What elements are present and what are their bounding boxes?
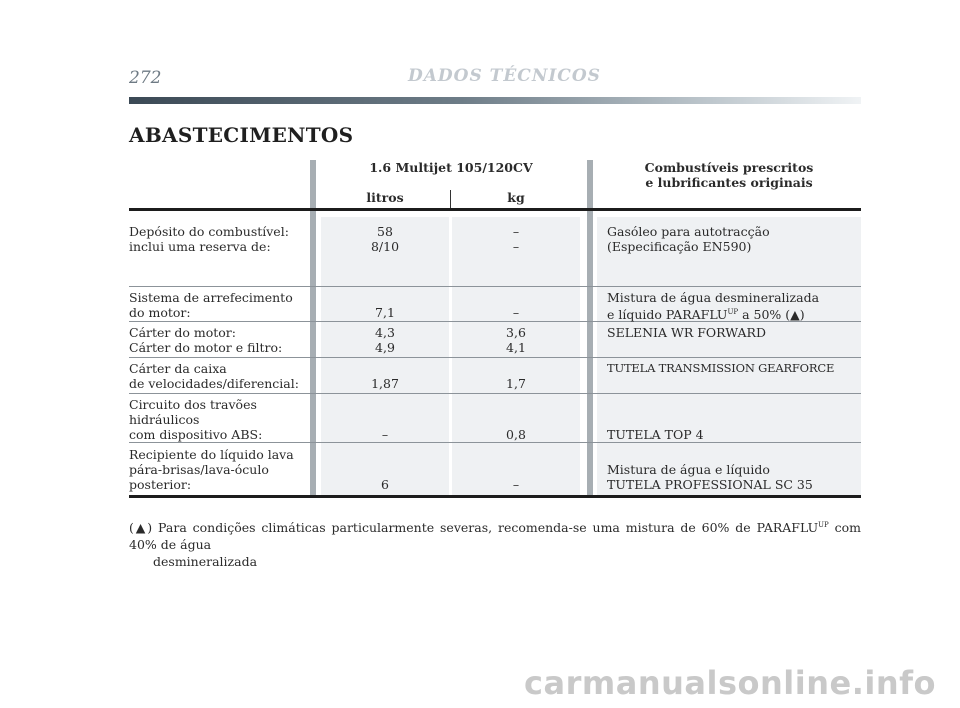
row-separator (129, 286, 861, 287)
row-label (129, 224, 289, 254)
row-fuel: TUTELA TOP 4 (607, 427, 704, 442)
kg-header: kg (507, 190, 525, 205)
superscript: UP (818, 521, 829, 529)
header-bottom-rule (129, 208, 861, 211)
footnote-text: Para condições climáticas particularmente severas, recomenda-se uma mistura de 60% de PARAFLU (152, 520, 819, 536)
fuel-line: Gasóleo para autotracção (607, 224, 770, 239)
value: 8/10 (370, 239, 400, 254)
triangle-icon: ▲ (790, 307, 800, 323)
value: – (512, 239, 520, 254)
header-rule (129, 97, 861, 104)
row-fuel: SELENIA WR FORWARD (607, 325, 766, 340)
label-line: de velocidades/diferencial: (129, 376, 299, 391)
fuel-line: ) (799, 307, 805, 323)
row-kg (452, 325, 580, 355)
triangle-icon: ▲ (133, 520, 148, 536)
value: – (512, 224, 520, 239)
row-label (129, 447, 294, 492)
fuel-line: TUTELA PROFESSIONAL SC 35 (607, 477, 813, 492)
engine-header: 1.6 Multijet 105/120CV (369, 160, 533, 175)
section-title: ABASTECIMENTOS (129, 123, 354, 147)
litros-header: litros (366, 190, 404, 205)
fuel-header-line2: e lubrificantes originais (645, 175, 813, 190)
footnote-marker-open: ( (129, 520, 134, 536)
label-line: Circuito dos travões (129, 397, 257, 412)
row-fuel (607, 462, 813, 492)
label-line: Recipiente do líquido lava (129, 447, 294, 462)
watermark: carmanualsonline.info (524, 664, 936, 702)
footnote-marker-close: ) (147, 520, 153, 536)
row-kg: – (512, 305, 520, 320)
fuel-line: Mistura de água desmineralizada (607, 290, 820, 305)
value: 4,3 (375, 325, 395, 340)
fuel-line: a 50% ( (738, 307, 791, 323)
label-line: Cárter do motor e filtro: (129, 340, 283, 355)
fuel-header (597, 160, 861, 190)
row-litros (321, 325, 449, 355)
footnote (129, 517, 861, 570)
row-fuel: TUTELA TRANSMISSION GEARFORCE (607, 361, 835, 375)
row-label (129, 397, 262, 442)
fuel-line: e líquido PARAFLU (607, 307, 728, 323)
fuel-header-line1: Combustíveis prescritos (644, 160, 814, 175)
footnote-text: desmineralizada (153, 554, 258, 570)
litros-band (321, 217, 449, 495)
label-line: do motor: (129, 305, 191, 320)
row-litros: 6 (381, 477, 389, 492)
fuel-band (597, 217, 861, 495)
fuel-line: Mistura de água e líquido (607, 462, 770, 477)
footnote-text: com 40% de água (129, 520, 861, 553)
row-fuel (607, 224, 770, 254)
label-line: pára-brisas/lava-óculo (129, 462, 269, 477)
label-line: Cárter da caixa (129, 361, 227, 376)
table-bottom-rule (129, 495, 861, 498)
value: 3,6 (506, 325, 526, 340)
kg-band (452, 217, 580, 495)
header-title: DADOS TÉCNICOS (408, 66, 601, 86)
row-label (129, 361, 299, 391)
value: 4,1 (506, 340, 526, 355)
row-kg: 0,8 (506, 427, 526, 442)
value: 4,9 (375, 340, 395, 355)
row-separator (129, 442, 861, 443)
row-kg: – (512, 477, 520, 492)
row-label (129, 325, 282, 355)
row-separator (129, 393, 861, 394)
label-line: Sistema de arrefecimento (129, 290, 293, 305)
row-kg: 1,7 (506, 376, 526, 391)
label-line: Cárter do motor: (129, 325, 236, 340)
label-line: posterior: (129, 477, 192, 492)
row-fuel (607, 290, 819, 322)
row-litros: – (381, 427, 389, 442)
label-line: hidráulicos (129, 412, 200, 427)
label-line: inclui uma reserva de: (129, 239, 271, 254)
label-line: Depósito do combustível: (129, 224, 289, 239)
fuel-line: (Especificação EN590) (607, 239, 752, 254)
row-litros: 7,1 (375, 305, 395, 320)
litros-kg-divider (450, 190, 451, 210)
page-number: 272 (129, 68, 162, 88)
row-kg (452, 224, 580, 254)
row-litros (321, 224, 449, 254)
label-line: com dispositivo ABS: (129, 427, 263, 442)
value: 58 (377, 224, 393, 239)
superscript: UP (727, 308, 739, 316)
row-separator (129, 357, 861, 358)
row-litros: 1,87 (371, 376, 399, 391)
row-label (129, 290, 293, 320)
